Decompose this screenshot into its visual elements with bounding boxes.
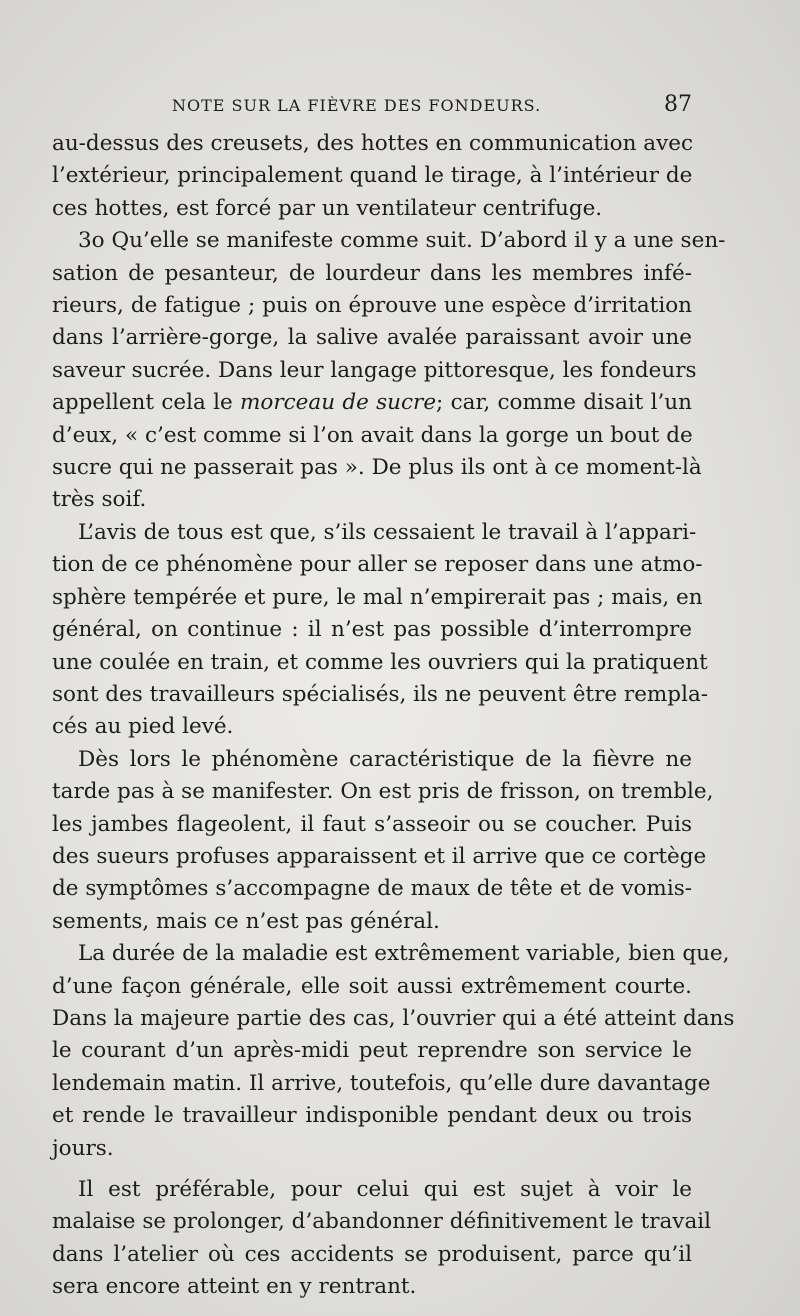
text-line: d’eux, « c’est comme si l’on avait dans la gorge un bout de — [52, 422, 693, 448]
body-text — [52, 128, 735, 1304]
text-line: La durée de la maladie est extrêmement variable, bien que, — [78, 941, 730, 967]
text-line: général, on continue : il n’est pas possible d’interrompre — [52, 617, 692, 643]
paragraph — [52, 938, 735, 1165]
text-line-with-italic — [52, 387, 692, 419]
text-line: rieurs, de fatigue ; puis on éprouve une espèce d’irritation — [52, 293, 692, 319]
text-line: des sueurs profuses apparaissent et il arrive que ce cortège — [52, 843, 707, 869]
paragraph — [52, 128, 692, 225]
text-line: d’une façon générale, elle soit aussi extrêmement courte. — [52, 973, 692, 999]
text-line: tion de ce phénomène pour aller se reposer dans une atmo- — [52, 552, 703, 578]
text-fragment: ; car, comme disait l’un — [436, 390, 692, 416]
text-line: sation de pesanteur, de lourdeur dans les membres infé- — [52, 260, 692, 286]
text-line: sucre qui ne passerait pas ». De plus ils ont à ce moment-là — [52, 455, 702, 481]
text-line: ces hottes, est forcé par un ventilateur centrifuge. — [52, 195, 603, 221]
running-head-title: NOTE SUR LA FIÈVRE DES FONDEURS. — [172, 96, 542, 115]
text-fragment: appellent cela le — [52, 390, 233, 416]
text-line: une coulée en train, et comme les ouvriers qui la pratiquent — [52, 649, 708, 675]
italic-phrase: morceau de sucre — [240, 390, 437, 416]
text-line: sphère tempérée et pure, le mal n’empirerait pas ; mais, en — [52, 584, 703, 610]
paragraph — [52, 1174, 712, 1304]
text-line: cés au pied levé. — [52, 714, 234, 740]
text-line: et rende le travailleur indisponible pendant deux ou trois — [52, 1103, 692, 1129]
text-line: malaise se prolonger, d’abandonner définitivement le travail — [52, 1209, 712, 1235]
text-line: lendemain matin. Il arrive, toutefois, qu’elle dure davantage — [52, 1070, 711, 1096]
text-line: dans l’arrière-gorge, la salive avalée paraissant avoir une — [52, 325, 692, 351]
text-line: tarde pas à se manifester. On est pris de frisson, on tremble, — [52, 779, 714, 805]
text-line: au-dessus des creusets, des hottes en communication avec — [52, 131, 694, 156]
text-line: L’avis de tous est que, s’ils cessaient le travail à l’appari- — [78, 519, 697, 545]
text-line: les jambes flageolent, il faut s’asseoir ou se coucher. Puis — [52, 811, 692, 837]
text-line: saveur sucrée. Dans leur langage pittoresque, les fondeurs — [52, 357, 697, 383]
paragraph-gap — [52, 1165, 692, 1174]
text-line: de symptômes s’accompagne de maux de tête et de vomis- — [52, 876, 692, 902]
paragraph — [52, 517, 709, 744]
text-line: Dans la majeure partie des cas, l’ouvrier qui a été atteint dans — [52, 1005, 735, 1031]
page-number: 87 — [664, 92, 692, 117]
paragraph — [52, 744, 714, 938]
text-line: Il est préférable, pour celui qui est sujet à voir le — [78, 1177, 692, 1202]
text-line: l’extérieur, principalement quand le tirage, à l’intérieur de — [52, 163, 693, 189]
text-line: sera encore atteint en y rentrant. — [52, 1274, 417, 1300]
paragraph — [52, 225, 726, 517]
text-line: très soif. — [52, 487, 147, 513]
text-line: sements, mais ce n’est pas général. — [52, 908, 440, 934]
text-line: le courant d’un après-midi peut reprendre son service le — [52, 1038, 692, 1064]
text-line: Dès lors le phénomène caractéristique de la fièvre ne — [78, 746, 692, 772]
text-line: 3o Qu’elle se manifeste comme suit. D’abord il y a une sen- — [78, 228, 726, 254]
text-line: sont des travailleurs spécialisés, ils ne peuvent être rempla- — [52, 681, 709, 707]
text-line: jours. — [52, 1135, 114, 1161]
running-head — [52, 88, 692, 122]
text-line: dans l’atelier où ces accidents se produisent, parce qu’il — [52, 1241, 692, 1267]
